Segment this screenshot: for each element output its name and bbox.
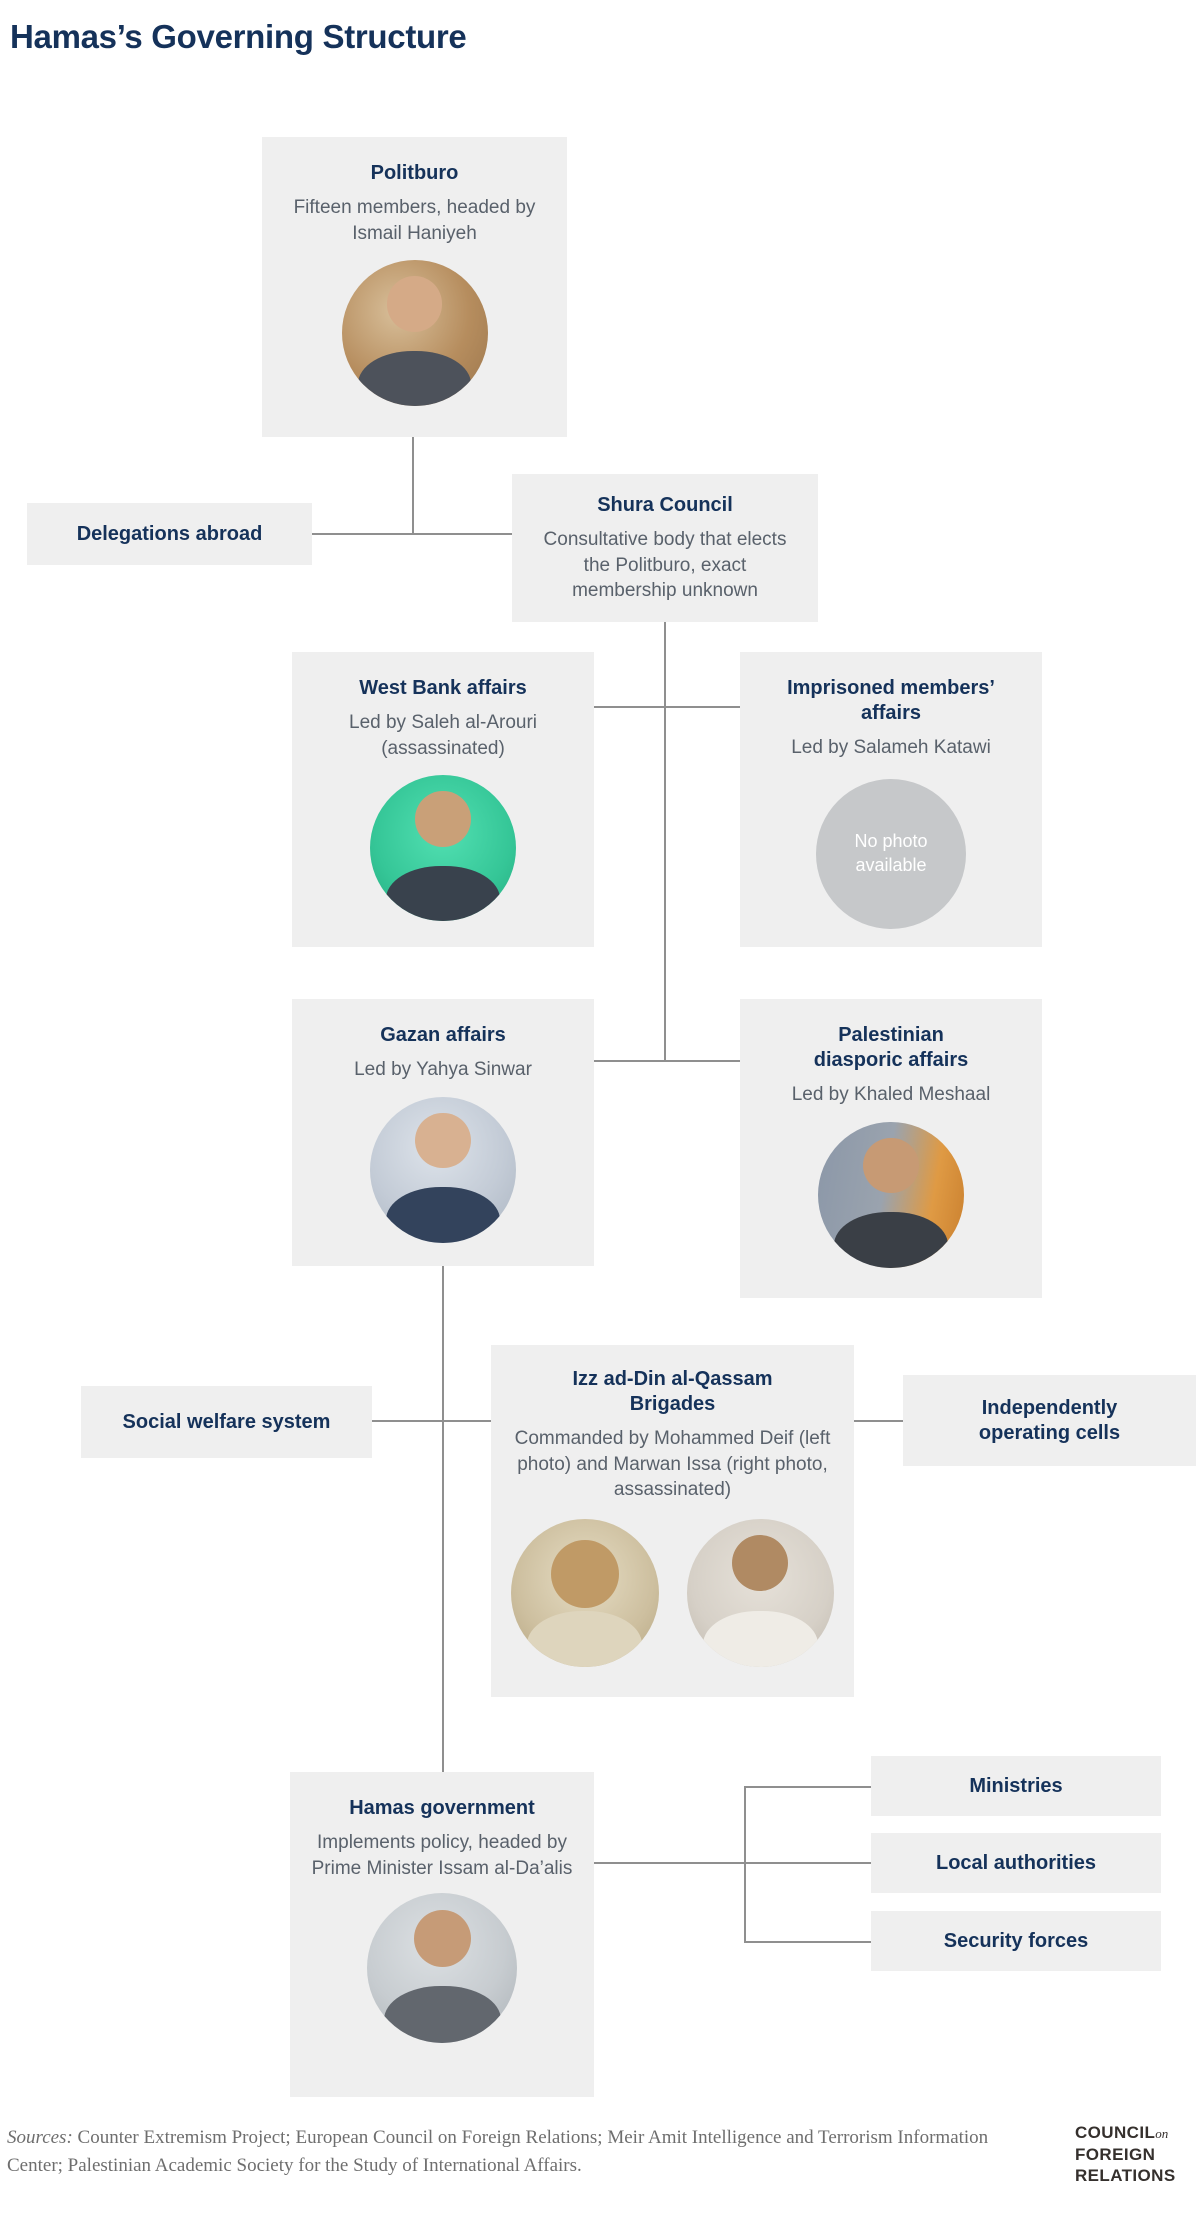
node-social-welfare-system (81, 1386, 372, 1458)
node-palestinian-diasporic-affairs-title: Palestinian diasporic affairs (813, 1024, 969, 1071)
avatar-shoulders (386, 866, 500, 921)
node-hamas-government (290, 1772, 594, 2097)
no-photo-label: No photo available (854, 831, 928, 875)
photo-khaled-meshaal (818, 1122, 964, 1268)
sources-label: Sources: (7, 2127, 73, 2148)
connector-welfare-qassam (372, 1420, 491, 1422)
node-qassam-brigades-desc: Commanded by Mohammed Deif (left photo) and Marwan Issa (right photo, assassinated) (514, 1428, 831, 1501)
node-shura-council-title: Shura Council (597, 494, 733, 516)
avatar-head (415, 791, 470, 846)
avatar-shoulders (703, 1611, 818, 1667)
node-gazan-affairs-desc: Led by Yahya Sinwar (354, 1059, 532, 1080)
photo-issam-al-daalis (367, 1893, 517, 2043)
node-ministries (871, 1756, 1161, 1816)
photo-mohammed-deif (511, 1519, 659, 1667)
node-ministries-label: Ministries (969, 1774, 1063, 1797)
node-hamas-government-desc: Implements policy, headed by Prime Minister Issam al-Da’alis (311, 1832, 573, 1879)
node-local-authorities (871, 1833, 1161, 1893)
cfr-logo-line1 (1075, 2122, 1176, 2144)
node-shura-council-desc: Consultative body that elects the Politburo, exact membership unknown (543, 529, 787, 602)
node-shura-council (512, 474, 818, 622)
connector-government-right (594, 1862, 871, 1864)
photo-yahya-sinwar (370, 1097, 516, 1243)
cfr-logo-on: on (1155, 2126, 1169, 2141)
connector-qassam-cells (854, 1420, 903, 1422)
connector-bracket-vertical (744, 1786, 746, 1943)
connector-politburo-down (412, 437, 414, 534)
page-title: Hamas’s Governing Structure (10, 18, 467, 55)
cfr-logo-council: COUNCIL (1075, 2123, 1156, 2142)
node-politburo-desc: Fifteen members, headed by Ismail Haniyeh (293, 197, 536, 244)
avatar-shoulders (384, 1986, 501, 2043)
node-imprisoned-members-affairs-title: Imprisoned members’ affairs (787, 677, 995, 724)
node-politburo (262, 137, 567, 437)
cfr-logo-line3: RELATIONS (1075, 2166, 1176, 2186)
node-security-forces-label: Security forces (943, 1929, 1089, 1952)
connector-shura-down (664, 622, 666, 1062)
photo-marwan-issa (687, 1519, 835, 1667)
connector-gazan-diaspora (594, 1060, 740, 1062)
node-qassam-brigades-title: Izz ad-Din al-Qassam Brigades (572, 1368, 773, 1415)
avatar-head (387, 276, 442, 331)
avatar-head (415, 1113, 470, 1168)
node-west-bank-affairs-title: West Bank affairs (359, 677, 527, 699)
node-independently-operating-cells (903, 1375, 1196, 1466)
cfr-logo (1075, 2122, 1176, 2187)
node-gazan-affairs (292, 999, 594, 1266)
connector-delegations-shura (312, 533, 512, 535)
cfr-logo-line2: FOREIGN (1075, 2144, 1156, 2164)
node-qassam-brigades (491, 1345, 854, 1697)
node-delegations-abroad-label: Delegations abroad (76, 522, 263, 545)
node-politburo-title: Politburo (370, 162, 459, 184)
sources-text: Counter Extremism Project; European Council on Foreign Relations; Meir Amit Intelligence and Terrorism Information Center; Palestinian Academic Society for the Study of International Affairs. (7, 2127, 989, 2176)
avatar-shoulders (358, 351, 472, 406)
connector-westbank-imprisoned (594, 706, 740, 708)
photo-ismail-haniyeh (342, 260, 488, 406)
avatar-head (551, 1540, 619, 1608)
node-gazan-affairs-title: Gazan affairs (380, 1024, 506, 1046)
avatar-shoulders (527, 1611, 642, 1667)
connector-ministries-stub (744, 1786, 871, 1788)
avatar-head (732, 1535, 788, 1591)
node-security-forces (871, 1911, 1161, 1971)
node-imprisoned-members-affairs-desc: Led by Salameh Katawi (791, 737, 991, 758)
node-local-authorities-label: Local authorities (935, 1851, 1097, 1874)
avatar-shoulders (834, 1212, 948, 1267)
node-hamas-government-title: Hamas government (349, 1797, 535, 1819)
connector-security-stub (744, 1941, 871, 1943)
node-imprisoned-members-affairs (740, 652, 1042, 947)
sources-note (7, 2124, 1007, 2179)
connector-gazan-down (442, 1266, 444, 1772)
no-photo-circle (816, 779, 966, 929)
avatar-head (863, 1138, 918, 1193)
node-palestinian-diasporic-affairs-desc: Led by Khaled Meshaal (791, 1084, 991, 1105)
node-west-bank-affairs (292, 652, 594, 947)
node-social-welfare-system-label: Social welfare system (122, 1410, 331, 1433)
photo-saleh-al-arouri (370, 775, 516, 921)
node-delegations-abroad (27, 503, 312, 565)
qassam-photo-row (511, 1519, 834, 1667)
avatar-head (414, 1910, 471, 1967)
node-west-bank-affairs-desc: Led by Saleh al-Arouri (assassinated) (349, 712, 537, 759)
avatar-shoulders (386, 1187, 500, 1242)
node-independently-operating-cells-label: Independently operating cells (978, 1396, 1121, 1444)
node-palestinian-diasporic-affairs (740, 999, 1042, 1298)
